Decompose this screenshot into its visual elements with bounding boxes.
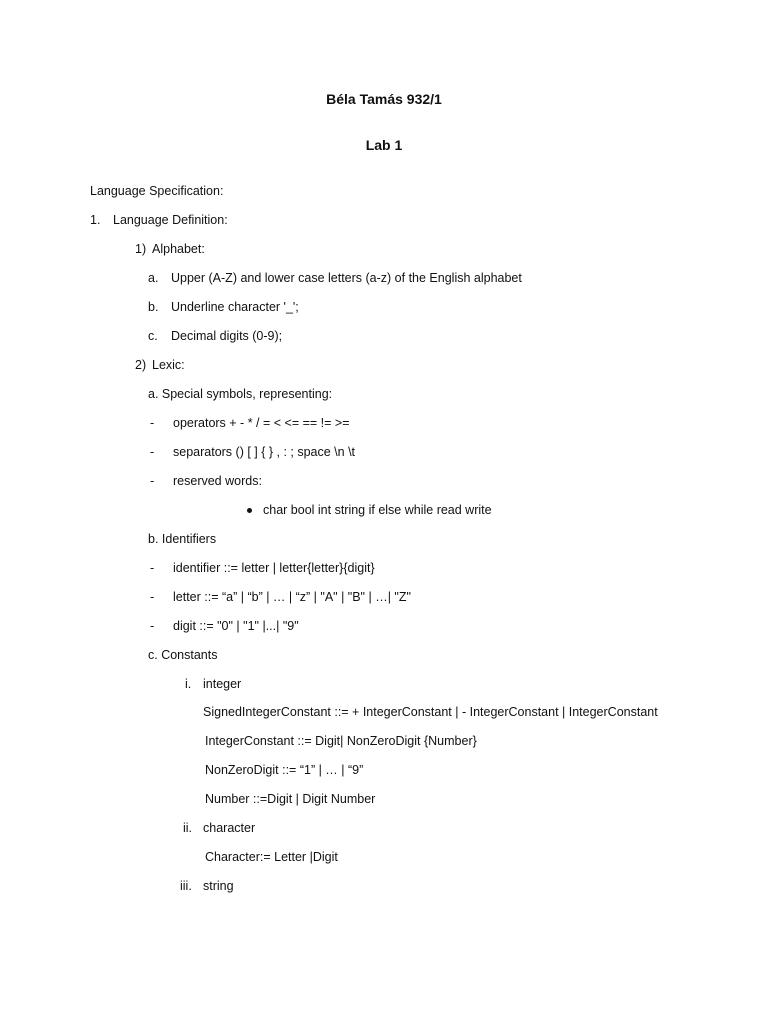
lexic-title: Lexic: xyxy=(152,358,185,372)
alphabet-item: Upper (A-Z) and lower case letters (a-z) of the English alphabet xyxy=(171,271,522,285)
lexic-marker: 2) xyxy=(135,358,147,372)
alphabet-item-marker: c. xyxy=(148,329,158,343)
alphabet-item-marker: b. xyxy=(148,300,159,314)
intro-heading: Language Specification: xyxy=(90,184,224,198)
number-rule: Number ::=Digit | Digit Number xyxy=(205,792,376,806)
operators-line: operators + - * / = < <= == != >= xyxy=(173,416,350,430)
dash-marker: - xyxy=(150,619,155,633)
digit-rule: digit ::= "0" | "1" |...| "9" xyxy=(173,619,299,633)
alphabet-marker: 1) xyxy=(135,242,147,256)
identifiers-heading: b. Identifiers xyxy=(148,532,217,546)
dash-marker: - xyxy=(150,416,155,430)
dash-marker: - xyxy=(150,474,155,488)
string-marker: iii. xyxy=(180,879,192,893)
separators-line: separators () [ ] { } , : ; space \n \t xyxy=(173,445,356,459)
dash-marker: - xyxy=(150,445,155,459)
alphabet-title: Alphabet: xyxy=(152,242,205,256)
integer-marker: i. xyxy=(185,677,192,691)
section-title: Language Definition: xyxy=(113,213,228,227)
bullet-icon xyxy=(247,508,252,513)
integer-constant-rule: IntegerConstant ::= Digit| NonZeroDigit {Number} xyxy=(205,734,477,748)
section-marker: 1. xyxy=(90,213,101,227)
reserved-words-line: reserved words: xyxy=(173,474,262,488)
alphabet-item: Underline character '_'; xyxy=(171,300,299,314)
integer-title: integer xyxy=(203,677,242,691)
character-title: character xyxy=(203,821,256,835)
letter-rule: letter ::= “a” | “b” | … | “z” | "A" | "B" | …| "Z" xyxy=(173,590,411,604)
dash-marker: - xyxy=(150,561,155,575)
constants-heading: c. Constants xyxy=(148,648,218,662)
reserved-words-list: char bool int string if else while read write xyxy=(263,503,492,517)
dash-marker: - xyxy=(150,590,155,604)
nonzero-digit-rule: NonZeroDigit ::= “1” | … | “9” xyxy=(205,763,364,777)
document-lab-title: Lab 1 xyxy=(365,137,403,153)
string-title: string xyxy=(203,879,234,893)
character-rule: Character:= Letter |Digit xyxy=(205,850,338,864)
alphabet-item-marker: a. xyxy=(148,271,159,285)
signed-integer-rule: SignedIntegerConstant ::= + IntegerConstant | - IntegerConstant | IntegerConstant xyxy=(203,705,658,719)
alphabet-item: Decimal digits (0-9); xyxy=(171,329,283,343)
character-marker: ii. xyxy=(183,821,193,835)
document-author: Béla Tamás 932/1 xyxy=(326,91,442,107)
identifier-rule: identifier ::= letter | letter{letter}{digit} xyxy=(173,561,375,575)
special-symbols-heading: a. Special symbols, representing: xyxy=(148,387,333,401)
